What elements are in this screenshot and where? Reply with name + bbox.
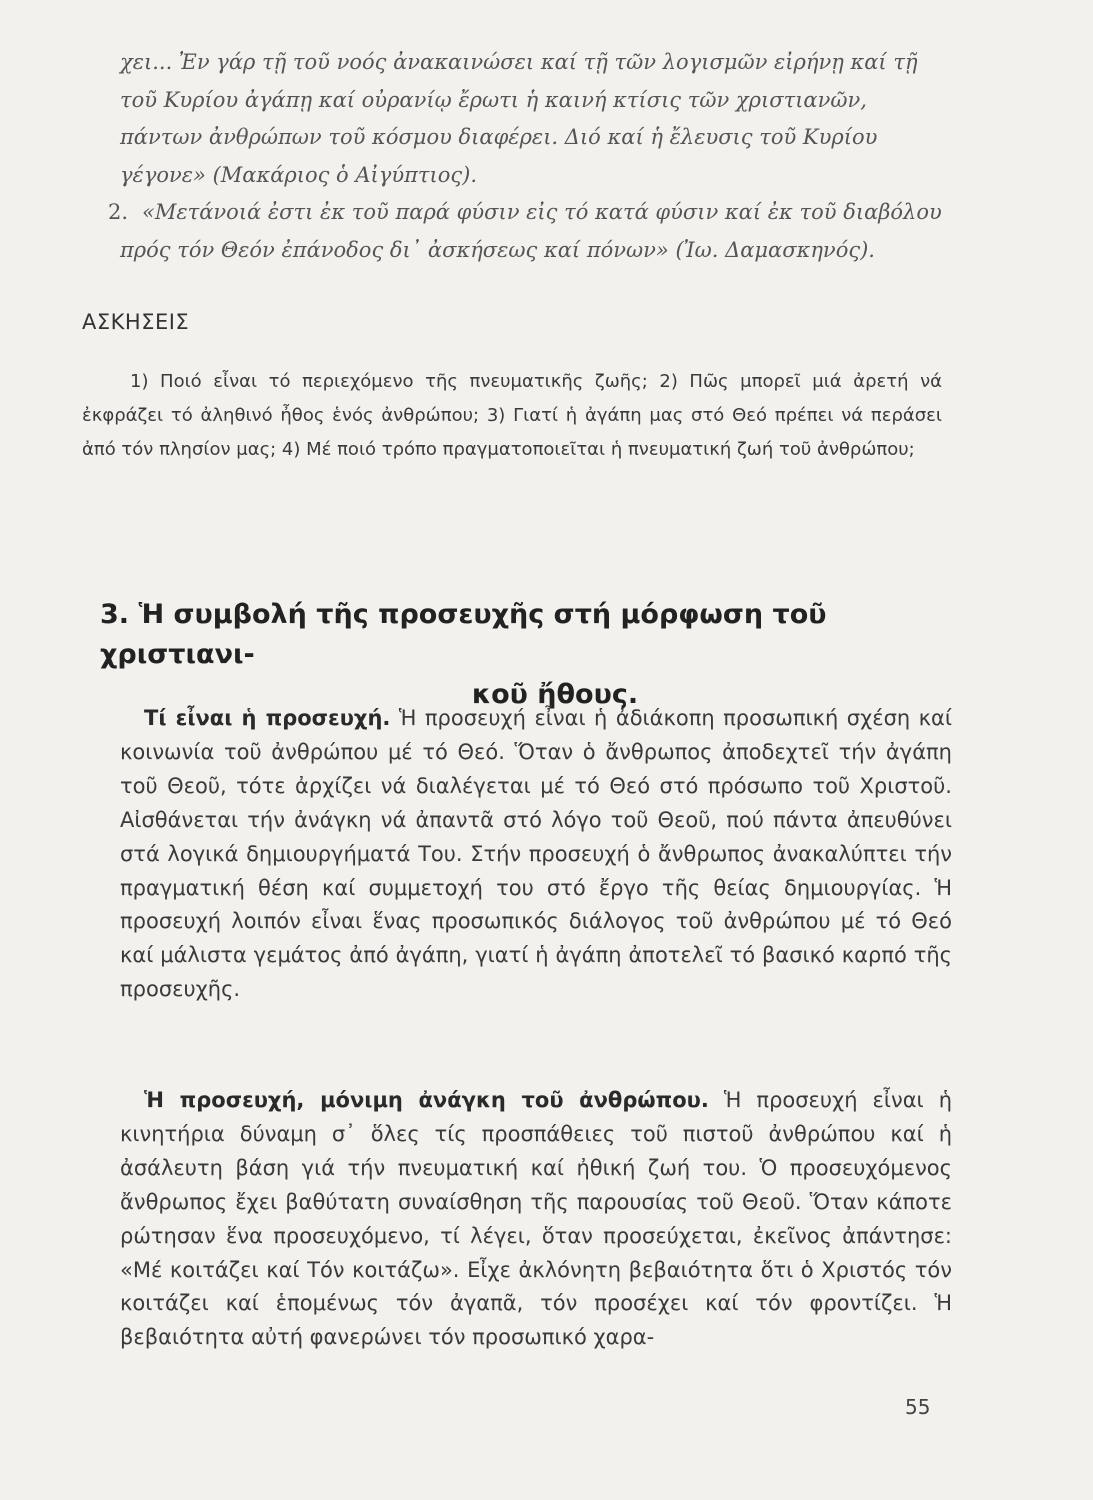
footnote-1-line: γέγονε» (Μακάριος ὁ Αἰγύπτιος). bbox=[120, 162, 478, 187]
footnotes bbox=[108, 44, 980, 269]
footnote-1-line: πάντων ἀνθρώπων τοῦ κόσμου διαφέρει. Διό καί ἡ ἔλευσις τοῦ Κυρίου bbox=[120, 125, 878, 149]
section-title bbox=[100, 595, 970, 715]
page-number: 55 bbox=[905, 1395, 931, 1419]
footnote-2-number: 2. bbox=[108, 200, 129, 224]
footnote-2 bbox=[108, 194, 980, 269]
footnote-1 bbox=[120, 44, 980, 194]
footnote-1-line: χει... Ἐν γάρ τῇ τοῦ νοός ἀνακαινώσει καί τῇ τῶν λογισμῶν εἰρήνῃ καί τῇ bbox=[120, 50, 918, 74]
paragraph-lead: Τί εἶναι ἡ προσευχή. bbox=[144, 706, 391, 730]
exercises-heading: ΑΣΚΗΣΕΙΣ bbox=[82, 310, 190, 334]
section-title-line-1: 3. Ἡ συμβολή τῆς προσευχῆς στή μόρφωση τοῦ χριστιανι- bbox=[100, 599, 827, 670]
footnote-2-line: πρός τόν Θεόν ἐπάνοδος δι᾽ ἀσκήσεως καί πόνων» (Ἰω. Δαμασκηνός). bbox=[120, 237, 875, 262]
paragraph-what-is-prayer bbox=[120, 702, 952, 1007]
paragraph-text: Ἡ προσευχή εἶναι ἡ ἀδιάκοπη προσωπική σχέση καί κοινωνία τοῦ ἀνθρώπου μέ τό Θεό. Ὅταν ὁ ἄνθρωπος ἀποδεχτεῖ τήν ἀγάπη τοῦ Θεοῦ, τότε ἀρχίζει νά διαλέγεται μέ τό Θεό στό πρόσωπο τοῦ Χριστοῦ. Αἰσθάνεται τήν ἀνάγκη νά ἀπαντᾶ στό λόγο τοῦ Θεοῦ, πού πάντα ἀπευθύνει στά λογικά δημιουργήματά Του. Στήν προσευχή ὁ ἄνθρωπος ἀνακαλύπτει τήν πραγματική θέση καί συμμετοχή του στό ἔργο τῆς θείας δημιουργίας. Ἡ προσευχή λοιπόν εἶναι ἕνας προσωπικός διάλογος τοῦ ἀνθρώπου μέ τό Θεό καί μάλιστα γεμάτος ἀπό ἀγάπη, γιατί ἡ ἀγάπη ἀποτελεῖ τό βασικό καρπό τῆς προσευχῆς. bbox=[120, 706, 952, 1002]
paragraph-lead: Ἡ προσευχή, μόνιμη ἀνάγκη τοῦ ἀνθρώπου. bbox=[144, 1088, 709, 1112]
section-title-line-2: κοῦ ἤθους. bbox=[471, 679, 639, 710]
footnote-2-line: «Μετάνοιά ἐστι ἐκ τοῦ παρά φύσιν εἰς τό κατά φύσιν καί ἐκ τοῦ διαβόλου bbox=[142, 200, 942, 224]
footnote-1-line: τοῦ Κυρίου ἀγάπῃ καί οὐρανίῳ ἔρωτι ἡ καινή κτίσις τῶν χριστιανῶν, bbox=[120, 87, 867, 112]
paragraph-text: Ἡ προσευχή εἶναι ἡ κινητήρια δύναμη σ᾽ ὅλες τίς προσπάθειες τοῦ πιστοῦ ἀνθρώπου καί ἡ ἀσάλευτη βάση γιά τήν πνευματική καί ἠθική ζωή του. Ὁ προσευχόμενος ἄνθρωπος ἔχει βαθύτατη συναίσθηση τῆς παρουσίας τοῦ Θεοῦ. Ὅταν κάποτε ρώτησαν ἕνα προσευχόμενο, τί λέγει, ὅταν προσεύχεται, ἐκεῖνος ἀπάντησε: «Μέ κοιτάζει καί Τόν κοιτάζω». Εἶχε ἀκλόνητη βεβαιότητα ὅτι ὁ Χριστός τόν κοιτάζει καί ἑπομένως τόν ἀγαπᾶ, τόν προσέχει καί τόν φροντίζει. Ἡ βεβαιότητα αὐτή φανερώνει τόν προσωπικό χαρα- bbox=[120, 1088, 953, 1350]
paragraph-prayer-need bbox=[120, 1084, 952, 1355]
exercises-text: 1) Ποιό εἶναι τό περιεχόμενο τῆς πνευματικῆς ζωῆς; 2) Πῶς μπορεῖ μιά ἀρετή νά ἐκφράζει τό ἀληθινό ἦθος ἑνός ἀνθρώπου; 3) Γιατί ἡ ἀγάπη μας στό Θεό πρέπει νά περάσει ἀπό τόν πλησίον μας; 4) Μέ ποιό τρόπο πραγματοποιεῖται ἡ πνευματική ζωή τοῦ ἀνθρώπου; bbox=[82, 371, 942, 460]
